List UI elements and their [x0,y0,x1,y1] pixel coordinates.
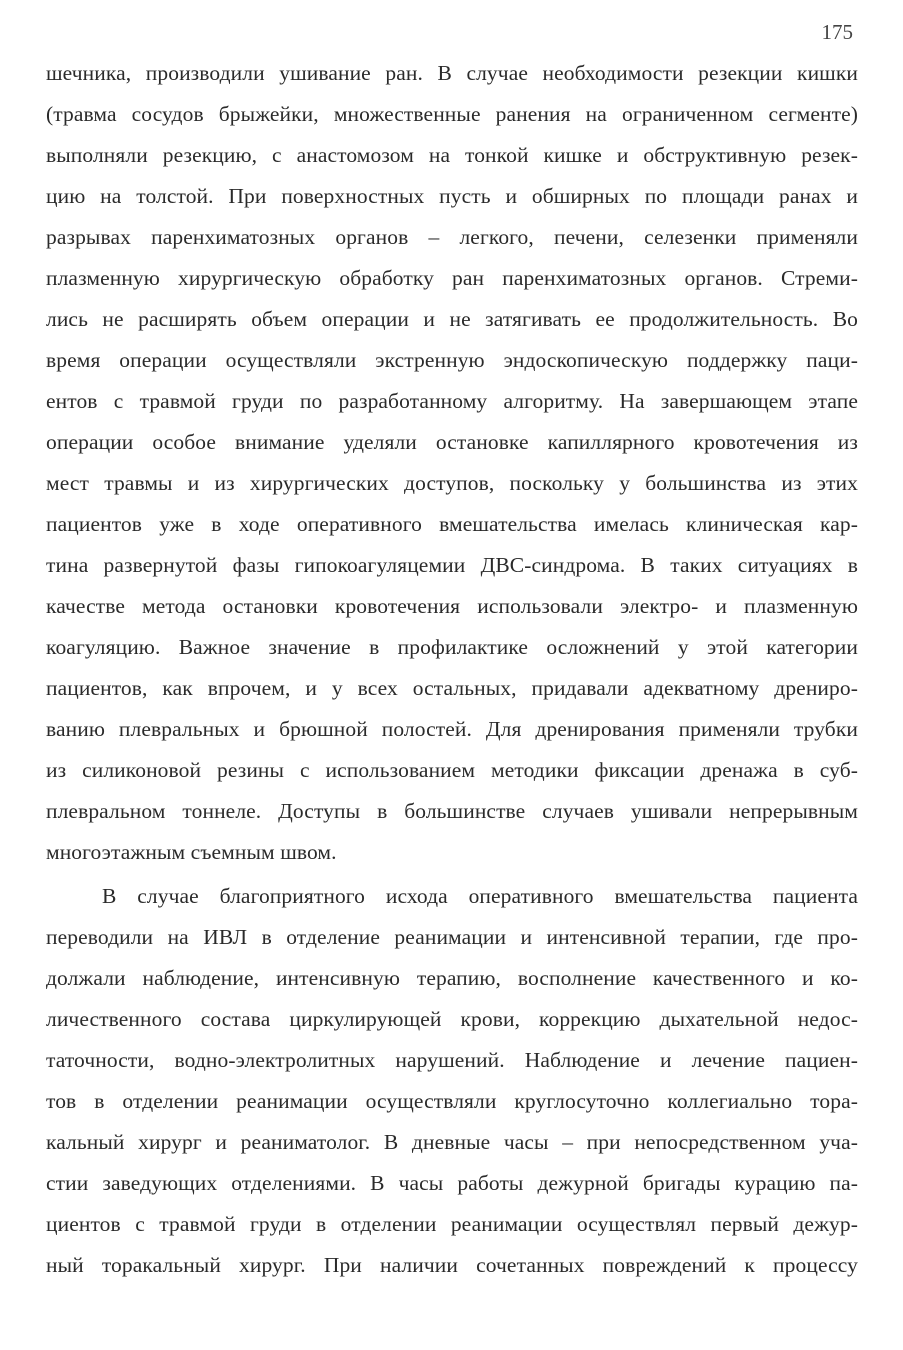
text-line: разрывах паренхиматозных органов – легкого, печени, селезенки применяли [46,225,858,249]
text-line: многоэтажным съемным швом. [46,840,337,864]
text-line: пациентов уже в ходе оперативного вмешательства имелась клиническая кар- [46,512,858,536]
text-line: время операции осуществляли экстренную эндоскопическую поддержку паци- [46,348,858,372]
page-number: 175 [821,20,853,44]
text-line: тина развернутой фазы гипокоагуляцемии ДВС-синдрома. В таких ситуациях в [46,553,858,577]
text-line: ный торакальный хирург. При наличии сочетанных повреждений к процессу [46,1253,858,1277]
text-line: стии заведующих отделениями. В часы работы дежурной бригады курацию па- [46,1171,858,1195]
text-line: переводили на ИВЛ в отделение реанимации и интенсивной терапии, где про- [46,925,858,949]
text-line: таточности, водно-электролитных нарушений. Наблюдение и лечение пациен- [46,1048,858,1072]
text-line: плевральном тоннеле. Доступы в большинстве случаев ушивали непрерывным [46,799,858,823]
text-line: качестве метода остановки кровотечения использовали электро- и плазменную [46,594,858,618]
text-line: тов в отделении реанимации осуществляли круглосуточно коллегиально тора- [46,1089,858,1113]
text-line: В случае благоприятного исхода оперативного вмешательства пациента [102,884,858,908]
text-line: мест травмы и из хирургических доступов, поскольку у большинства из этих [46,471,858,495]
text-line: кальный хирург и реаниматолог. В дневные часы – при непосредственном уча- [46,1130,858,1154]
text-line: операции особое внимание уделяли остановке капиллярного кровотечения из [46,430,858,454]
text-line: шечника, производили ушивание ран. В случае необходимости резекции кишки [46,61,858,85]
text-line: пациентов, как впрочем, и у всех остальных, придавали адекватному дрениро- [46,676,858,700]
text-line: личественного состава циркулирующей крови, коррекцию дыхательной недос- [46,1007,858,1031]
text-line: выполняли резекцию, с анастомозом на тонкой кишке и обструктивную резек- [46,143,858,167]
text-line: ентов с травмой груди по разработанному алгоритму. На завершающем этапе [46,389,858,413]
text-line: (травма сосудов брыжейки, множественные ранения на ограниченном сегменте) [46,102,858,126]
text-line: должали наблюдение, интенсивную терапию, восполнение качественного и ко- [46,966,858,990]
paragraph-1 [46,53,858,873]
body-text [46,53,858,1286]
text-line: плазменную хирургическую обработку ран паренхиматозных органов. Стреми- [46,266,858,290]
text-line: из силиконовой резины с использованием методики фиксации дренажа в суб- [46,758,858,782]
paragraph-2 [46,876,858,1286]
text-line: цию на толстой. При поверхностных пусть и обширных по площади ранах и [46,184,858,208]
text-line: ванию плевральных и брюшной полостей. Для дренирования применяли трубки [46,717,858,741]
text-line: циентов с травмой груди в отделении реанимации осуществлял первый дежур- [46,1212,858,1236]
text-line: лись не расширять объем операции и не затягивать ее продолжительность. Во [46,307,858,331]
text-line: коагуляцию. Важное значение в профилактике осложнений у этой категории [46,635,858,659]
